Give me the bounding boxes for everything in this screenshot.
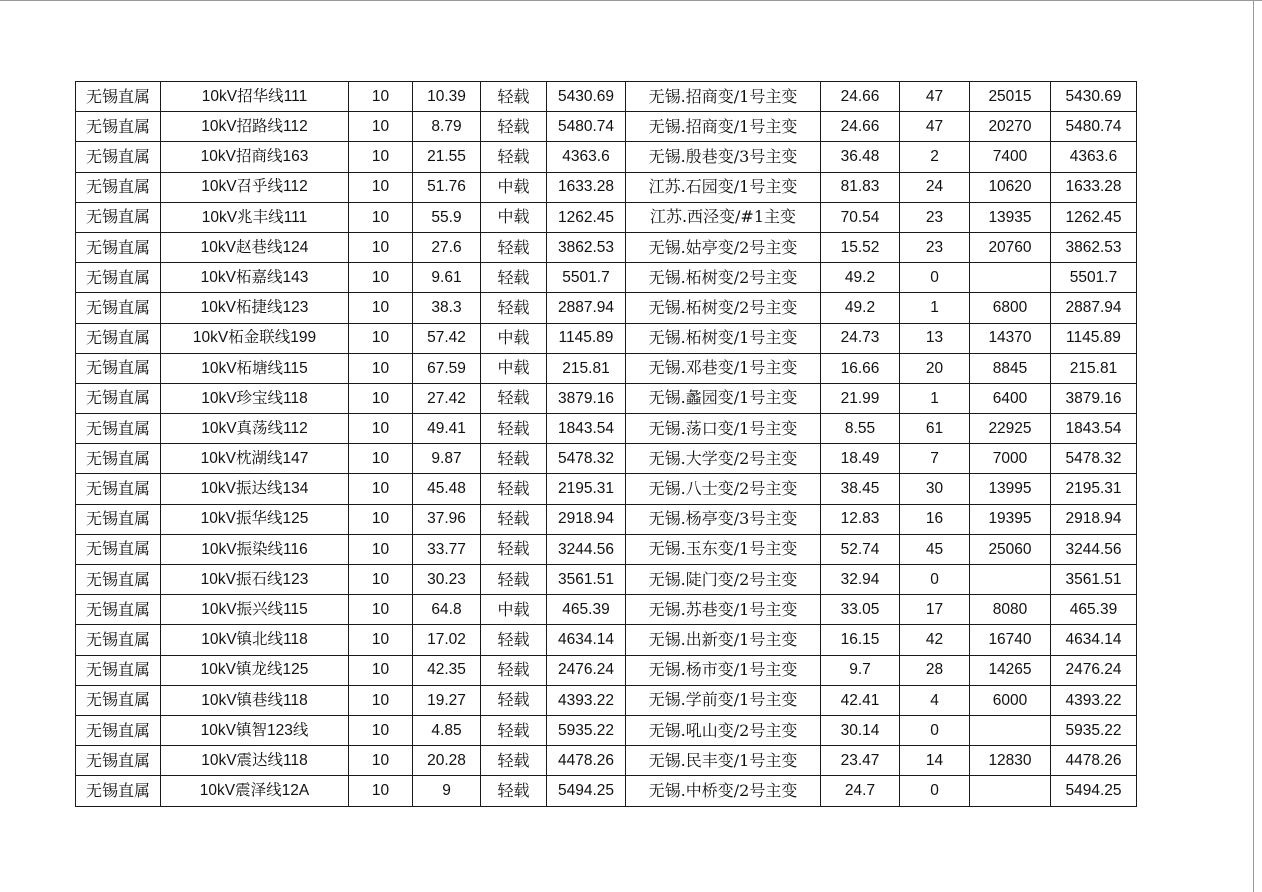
- count-cell: 28: [900, 655, 970, 685]
- unit-cell: 无锡直属: [76, 625, 161, 655]
- feeder-name-cell: 10kV兆丰线111: [161, 202, 349, 232]
- load-rate-cell: 49.41: [413, 414, 481, 444]
- transformer-cell: 无锡.杨亭变/3号主变: [626, 504, 821, 534]
- remaining-capacity-cell: 5494.25: [1051, 776, 1137, 806]
- count-cell: 2: [900, 142, 970, 172]
- load-status-cell: 中载: [481, 595, 547, 625]
- unit-cell: 无锡直属: [76, 534, 161, 564]
- capacity-cell: 14265: [970, 655, 1051, 685]
- capacity-cell: 6000: [970, 685, 1051, 715]
- count-cell: 30: [900, 474, 970, 504]
- table-row: [76, 202, 1137, 232]
- voltage-cell: 10: [349, 655, 413, 685]
- unit-cell: 无锡直属: [76, 383, 161, 413]
- available-capacity-cell: 2195.31: [547, 474, 626, 504]
- unit-cell: 无锡直属: [76, 82, 161, 112]
- capacity-cell: 20270: [970, 112, 1051, 142]
- load-status-cell: 轻载: [481, 414, 547, 444]
- remaining-capacity-cell: 215.81: [1051, 353, 1137, 383]
- unit-cell: 无锡直属: [76, 323, 161, 353]
- voltage-cell: 10: [349, 746, 413, 776]
- available-capacity-cell: 1262.45: [547, 202, 626, 232]
- transformer-load-rate-cell: 81.83: [821, 172, 900, 202]
- remaining-capacity-cell: 3244.56: [1051, 534, 1137, 564]
- unit-cell: 无锡直属: [76, 263, 161, 293]
- voltage-cell: 10: [349, 776, 413, 806]
- available-capacity-cell: 465.39: [547, 595, 626, 625]
- table-row: [76, 746, 1137, 776]
- transformer-cell: 无锡.招商变/1号主变: [626, 82, 821, 112]
- count-cell: 0: [900, 715, 970, 745]
- transformer-cell: 无锡.八士变/2号主变: [626, 474, 821, 504]
- load-rate-cell: 4.85: [413, 715, 481, 745]
- transformer-cell: 无锡.大学变/2号主变: [626, 444, 821, 474]
- load-status-cell: 中载: [481, 172, 547, 202]
- count-cell: 47: [900, 112, 970, 142]
- remaining-capacity-cell: 1843.54: [1051, 414, 1137, 444]
- count-cell: 0: [900, 776, 970, 806]
- remaining-capacity-cell: 5430.69: [1051, 82, 1137, 112]
- table-row: [76, 504, 1137, 534]
- table-row: [76, 142, 1137, 172]
- load-status-cell: 轻载: [481, 383, 547, 413]
- unit-cell: 无锡直属: [76, 232, 161, 262]
- transformer-cell: 无锡.学前变/1号主变: [626, 685, 821, 715]
- transformer-load-rate-cell: 38.45: [821, 474, 900, 504]
- capacity-cell: 22925: [970, 414, 1051, 444]
- load-status-cell: 轻载: [481, 685, 547, 715]
- load-rate-cell: 20.28: [413, 746, 481, 776]
- unit-cell: 无锡直属: [76, 565, 161, 595]
- load-status-cell: 轻载: [481, 293, 547, 323]
- capacity-cell: 13995: [970, 474, 1051, 504]
- unit-cell: 无锡直属: [76, 746, 161, 776]
- load-rate-cell: 8.79: [413, 112, 481, 142]
- count-cell: 0: [900, 565, 970, 595]
- feeder-name-cell: 10kV招华线111: [161, 82, 349, 112]
- capacity-cell: 6800: [970, 293, 1051, 323]
- feeder-name-cell: 10kV镇智123线: [161, 715, 349, 745]
- transformer-cell: 江苏.石园变/1号主变: [626, 172, 821, 202]
- feeder-name-cell: 10kV招路线112: [161, 112, 349, 142]
- transformer-cell: 无锡.蠡园变/1号主变: [626, 383, 821, 413]
- capacity-cell: 7400: [970, 142, 1051, 172]
- transformer-load-rate-cell: 21.99: [821, 383, 900, 413]
- transformer-cell: 无锡.柘树变/2号主变: [626, 263, 821, 293]
- page-right-border: [1253, 0, 1254, 892]
- voltage-cell: 10: [349, 383, 413, 413]
- load-status-cell: 中载: [481, 323, 547, 353]
- unit-cell: 无锡直属: [76, 293, 161, 323]
- transformer-load-rate-cell: 24.7: [821, 776, 900, 806]
- available-capacity-cell: 3244.56: [547, 534, 626, 564]
- load-rate-cell: 10.39: [413, 82, 481, 112]
- transformer-load-rate-cell: 23.47: [821, 746, 900, 776]
- load-rate-cell: 38.3: [413, 293, 481, 323]
- remaining-capacity-cell: 4634.14: [1051, 625, 1137, 655]
- unit-cell: 无锡直属: [76, 444, 161, 474]
- available-capacity-cell: 3879.16: [547, 383, 626, 413]
- count-cell: 42: [900, 625, 970, 655]
- count-cell: 20: [900, 353, 970, 383]
- load-status-cell: 轻载: [481, 444, 547, 474]
- remaining-capacity-cell: 5935.22: [1051, 715, 1137, 745]
- table-row: [76, 685, 1137, 715]
- table-row: [76, 232, 1137, 262]
- voltage-cell: 10: [349, 414, 413, 444]
- voltage-cell: 10: [349, 293, 413, 323]
- unit-cell: 无锡直属: [76, 202, 161, 232]
- unit-cell: 无锡直属: [76, 595, 161, 625]
- feeder-name-cell: 10kV柘金联线199: [161, 323, 349, 353]
- load-rate-cell: 64.8: [413, 595, 481, 625]
- load-rate-cell: 33.77: [413, 534, 481, 564]
- voltage-cell: 10: [349, 504, 413, 534]
- table-row: [76, 776, 1137, 806]
- table-row: [76, 565, 1137, 595]
- voltage-cell: 10: [349, 323, 413, 353]
- available-capacity-cell: 4363.6: [547, 142, 626, 172]
- count-cell: 61: [900, 414, 970, 444]
- feeder-name-cell: 10kV柘捷线123: [161, 293, 349, 323]
- remaining-capacity-cell: 2887.94: [1051, 293, 1137, 323]
- transformer-cell: 无锡.柘树变/2号主变: [626, 293, 821, 323]
- load-rate-cell: 42.35: [413, 655, 481, 685]
- voltage-cell: 10: [349, 625, 413, 655]
- table-body: [76, 82, 1137, 807]
- available-capacity-cell: 1145.89: [547, 323, 626, 353]
- available-capacity-cell: 4478.26: [547, 746, 626, 776]
- capacity-cell: 7000: [970, 444, 1051, 474]
- available-capacity-cell: 1633.28: [547, 172, 626, 202]
- table-row: [76, 474, 1137, 504]
- remaining-capacity-cell: 5501.7: [1051, 263, 1137, 293]
- transformer-cell: 无锡.邓巷变/1号主变: [626, 353, 821, 383]
- feeder-name-cell: 10kV镇巷线118: [161, 685, 349, 715]
- available-capacity-cell: 5480.74: [547, 112, 626, 142]
- table-row: [76, 414, 1137, 444]
- voltage-cell: 10: [349, 202, 413, 232]
- voltage-cell: 10: [349, 112, 413, 142]
- capacity-cell: 14370: [970, 323, 1051, 353]
- count-cell: 23: [900, 232, 970, 262]
- feeder-name-cell: 10kV振兴线115: [161, 595, 349, 625]
- transformer-load-rate-cell: 70.54: [821, 202, 900, 232]
- voltage-cell: 10: [349, 715, 413, 745]
- voltage-cell: 10: [349, 263, 413, 293]
- load-status-cell: 轻载: [481, 625, 547, 655]
- transformer-cell: 无锡.吼山变/2号主变: [626, 715, 821, 745]
- capacity-cell: 8845: [970, 353, 1051, 383]
- available-capacity-cell: 4393.22: [547, 685, 626, 715]
- available-capacity-cell: 2918.94: [547, 504, 626, 534]
- remaining-capacity-cell: 1262.45: [1051, 202, 1137, 232]
- transformer-load-rate-cell: 16.15: [821, 625, 900, 655]
- unit-cell: 无锡直属: [76, 655, 161, 685]
- transformer-load-rate-cell: 32.94: [821, 565, 900, 595]
- unit-cell: 无锡直属: [76, 685, 161, 715]
- count-cell: 17: [900, 595, 970, 625]
- transformer-load-rate-cell: 30.14: [821, 715, 900, 745]
- transformer-load-rate-cell: 9.7: [821, 655, 900, 685]
- remaining-capacity-cell: 5478.32: [1051, 444, 1137, 474]
- load-rate-cell: 45.48: [413, 474, 481, 504]
- remaining-capacity-cell: 4393.22: [1051, 685, 1137, 715]
- available-capacity-cell: 5478.32: [547, 444, 626, 474]
- capacity-cell: 8080: [970, 595, 1051, 625]
- load-rate-cell: 27.42: [413, 383, 481, 413]
- voltage-cell: 10: [349, 82, 413, 112]
- table-row: [76, 655, 1137, 685]
- voltage-cell: 10: [349, 685, 413, 715]
- load-status-cell: 轻载: [481, 655, 547, 685]
- load-rate-cell: 67.59: [413, 353, 481, 383]
- feeder-name-cell: 10kV震达线118: [161, 746, 349, 776]
- load-status-cell: 轻载: [481, 112, 547, 142]
- transformer-load-rate-cell: 24.66: [821, 82, 900, 112]
- transformer-load-rate-cell: 18.49: [821, 444, 900, 474]
- remaining-capacity-cell: 2195.31: [1051, 474, 1137, 504]
- capacity-cell: 10620: [970, 172, 1051, 202]
- available-capacity-cell: 2887.94: [547, 293, 626, 323]
- available-capacity-cell: 4634.14: [547, 625, 626, 655]
- voltage-cell: 10: [349, 444, 413, 474]
- remaining-capacity-cell: 5480.74: [1051, 112, 1137, 142]
- transformer-load-rate-cell: 49.2: [821, 263, 900, 293]
- count-cell: 0: [900, 263, 970, 293]
- count-cell: 1: [900, 293, 970, 323]
- load-status-cell: 轻载: [481, 263, 547, 293]
- unit-cell: 无锡直属: [76, 353, 161, 383]
- transformer-cell: 无锡.姑亭变/2号主变: [626, 232, 821, 262]
- load-rate-cell: 19.27: [413, 685, 481, 715]
- available-capacity-cell: 215.81: [547, 353, 626, 383]
- load-rate-cell: 9.61: [413, 263, 481, 293]
- feeder-name-cell: 10kV枕湖线147: [161, 444, 349, 474]
- load-status-cell: 轻载: [481, 82, 547, 112]
- capacity-cell: [970, 776, 1051, 806]
- load-status-cell: 轻载: [481, 504, 547, 534]
- transformer-load-rate-cell: 12.83: [821, 504, 900, 534]
- available-capacity-cell: 5501.7: [547, 263, 626, 293]
- capacity-cell: [970, 715, 1051, 745]
- feeder-name-cell: 10kV振达线134: [161, 474, 349, 504]
- transformer-cell: 无锡.民丰变/1号主变: [626, 746, 821, 776]
- table-row: [76, 323, 1137, 353]
- feeder-name-cell: 10kV珍宝线118: [161, 383, 349, 413]
- transformer-cell: 无锡.杨市变/1号主变: [626, 655, 821, 685]
- load-rate-cell: 55.9: [413, 202, 481, 232]
- load-status-cell: 轻载: [481, 776, 547, 806]
- load-status-cell: 轻载: [481, 715, 547, 745]
- page-top-border: [0, 0, 1262, 1]
- count-cell: 14: [900, 746, 970, 776]
- available-capacity-cell: 1843.54: [547, 414, 626, 444]
- remaining-capacity-cell: 465.39: [1051, 595, 1137, 625]
- available-capacity-cell: 5494.25: [547, 776, 626, 806]
- transformer-load-rate-cell: 42.41: [821, 685, 900, 715]
- transformer-load-rate-cell: 33.05: [821, 595, 900, 625]
- feeder-name-cell: 10kV柘塘线115: [161, 353, 349, 383]
- count-cell: 16: [900, 504, 970, 534]
- transformer-load-rate-cell: 24.66: [821, 112, 900, 142]
- transformer-load-rate-cell: 15.52: [821, 232, 900, 262]
- count-cell: 24: [900, 172, 970, 202]
- load-rate-cell: 37.96: [413, 504, 481, 534]
- capacity-cell: 6400: [970, 383, 1051, 413]
- capacity-cell: 25015: [970, 82, 1051, 112]
- voltage-cell: 10: [349, 534, 413, 564]
- table-row: [76, 172, 1137, 202]
- transformer-cell: 无锡.苏巷变/1号主变: [626, 595, 821, 625]
- transformer-cell: 江苏.西泾变/#1主变: [626, 202, 821, 232]
- feeder-name-cell: 10kV振石线123: [161, 565, 349, 595]
- remaining-capacity-cell: 2918.94: [1051, 504, 1137, 534]
- feeder-load-table: [75, 81, 1137, 807]
- load-rate-cell: 9: [413, 776, 481, 806]
- table-row: [76, 383, 1137, 413]
- unit-cell: 无锡直属: [76, 776, 161, 806]
- remaining-capacity-cell: 4478.26: [1051, 746, 1137, 776]
- load-rate-cell: 17.02: [413, 625, 481, 655]
- remaining-capacity-cell: 4363.6: [1051, 142, 1137, 172]
- load-status-cell: 轻载: [481, 474, 547, 504]
- available-capacity-cell: 5935.22: [547, 715, 626, 745]
- table-row: [76, 595, 1137, 625]
- transformer-cell: 无锡.殷巷变/3号主变: [626, 142, 821, 172]
- transformer-cell: 无锡.玉东变/1号主变: [626, 534, 821, 564]
- load-rate-cell: 27.6: [413, 232, 481, 262]
- count-cell: 47: [900, 82, 970, 112]
- feeder-name-cell: 10kV振华线125: [161, 504, 349, 534]
- table-row: [76, 353, 1137, 383]
- unit-cell: 无锡直属: [76, 474, 161, 504]
- feeder-name-cell: 10kV柘嘉线143: [161, 263, 349, 293]
- unit-cell: 无锡直属: [76, 715, 161, 745]
- count-cell: 1: [900, 383, 970, 413]
- count-cell: 45: [900, 534, 970, 564]
- count-cell: 23: [900, 202, 970, 232]
- capacity-cell: 16740: [970, 625, 1051, 655]
- available-capacity-cell: 3862.53: [547, 232, 626, 262]
- load-rate-cell: 9.87: [413, 444, 481, 474]
- feeder-name-cell: 10kV震泽线12A: [161, 776, 349, 806]
- load-status-cell: 轻载: [481, 565, 547, 595]
- feeder-name-cell: 10kV镇北线118: [161, 625, 349, 655]
- load-rate-cell: 21.55: [413, 142, 481, 172]
- table-row: [76, 534, 1137, 564]
- available-capacity-cell: 3561.51: [547, 565, 626, 595]
- unit-cell: 无锡直属: [76, 414, 161, 444]
- remaining-capacity-cell: 3561.51: [1051, 565, 1137, 595]
- transformer-load-rate-cell: 36.48: [821, 142, 900, 172]
- transformer-cell: 无锡.陡门变/2号主变: [626, 565, 821, 595]
- transformer-cell: 无锡.中桥变/2号主变: [626, 776, 821, 806]
- capacity-cell: 19395: [970, 504, 1051, 534]
- capacity-cell: 13935: [970, 202, 1051, 232]
- capacity-cell: 25060: [970, 534, 1051, 564]
- transformer-cell: 无锡.柘树变/1号主变: [626, 323, 821, 353]
- load-status-cell: 中载: [481, 353, 547, 383]
- load-status-cell: 轻载: [481, 142, 547, 172]
- count-cell: 7: [900, 444, 970, 474]
- voltage-cell: 10: [349, 232, 413, 262]
- voltage-cell: 10: [349, 142, 413, 172]
- load-status-cell: 中载: [481, 202, 547, 232]
- feeder-name-cell: 10kV招商线163: [161, 142, 349, 172]
- table-row: [76, 444, 1137, 474]
- voltage-cell: 10: [349, 474, 413, 504]
- unit-cell: 无锡直属: [76, 112, 161, 142]
- available-capacity-cell: 5430.69: [547, 82, 626, 112]
- feeder-name-cell: 10kV振染线116: [161, 534, 349, 564]
- available-capacity-cell: 2476.24: [547, 655, 626, 685]
- voltage-cell: 10: [349, 595, 413, 625]
- transformer-load-rate-cell: 52.74: [821, 534, 900, 564]
- count-cell: 13: [900, 323, 970, 353]
- remaining-capacity-cell: 3862.53: [1051, 232, 1137, 262]
- load-status-cell: 轻载: [481, 534, 547, 564]
- unit-cell: 无锡直属: [76, 172, 161, 202]
- capacity-cell: 20760: [970, 232, 1051, 262]
- table-row: [76, 715, 1137, 745]
- table-row: [76, 293, 1137, 323]
- count-cell: 4: [900, 685, 970, 715]
- transformer-cell: 无锡.出新变/1号主变: [626, 625, 821, 655]
- feeder-name-cell: 10kV镇龙线125: [161, 655, 349, 685]
- remaining-capacity-cell: 2476.24: [1051, 655, 1137, 685]
- table-row: [76, 263, 1137, 293]
- capacity-cell: [970, 263, 1051, 293]
- load-rate-cell: 30.23: [413, 565, 481, 595]
- table-row: [76, 625, 1137, 655]
- transformer-cell: 无锡.荡口变/1号主变: [626, 414, 821, 444]
- transformer-load-rate-cell: 49.2: [821, 293, 900, 323]
- remaining-capacity-cell: 1633.28: [1051, 172, 1137, 202]
- load-status-cell: 轻载: [481, 746, 547, 776]
- load-status-cell: 轻载: [481, 232, 547, 262]
- table-row: [76, 112, 1137, 142]
- voltage-cell: 10: [349, 353, 413, 383]
- load-rate-cell: 57.42: [413, 323, 481, 353]
- voltage-cell: 10: [349, 172, 413, 202]
- feeder-name-cell: 10kV真荡线112: [161, 414, 349, 444]
- remaining-capacity-cell: 3879.16: [1051, 383, 1137, 413]
- unit-cell: 无锡直属: [76, 504, 161, 534]
- load-rate-cell: 51.76: [413, 172, 481, 202]
- voltage-cell: 10: [349, 565, 413, 595]
- remaining-capacity-cell: 1145.89: [1051, 323, 1137, 353]
- transformer-load-rate-cell: 8.55: [821, 414, 900, 444]
- feeder-name-cell: 10kV召乎线112: [161, 172, 349, 202]
- table-row: [76, 82, 1137, 112]
- unit-cell: 无锡直属: [76, 142, 161, 172]
- feeder-name-cell: 10kV赵巷线124: [161, 232, 349, 262]
- transformer-load-rate-cell: 16.66: [821, 353, 900, 383]
- transformer-load-rate-cell: 24.73: [821, 323, 900, 353]
- transformer-cell: 无锡.招商变/1号主变: [626, 112, 821, 142]
- capacity-cell: [970, 565, 1051, 595]
- capacity-cell: 12830: [970, 746, 1051, 776]
